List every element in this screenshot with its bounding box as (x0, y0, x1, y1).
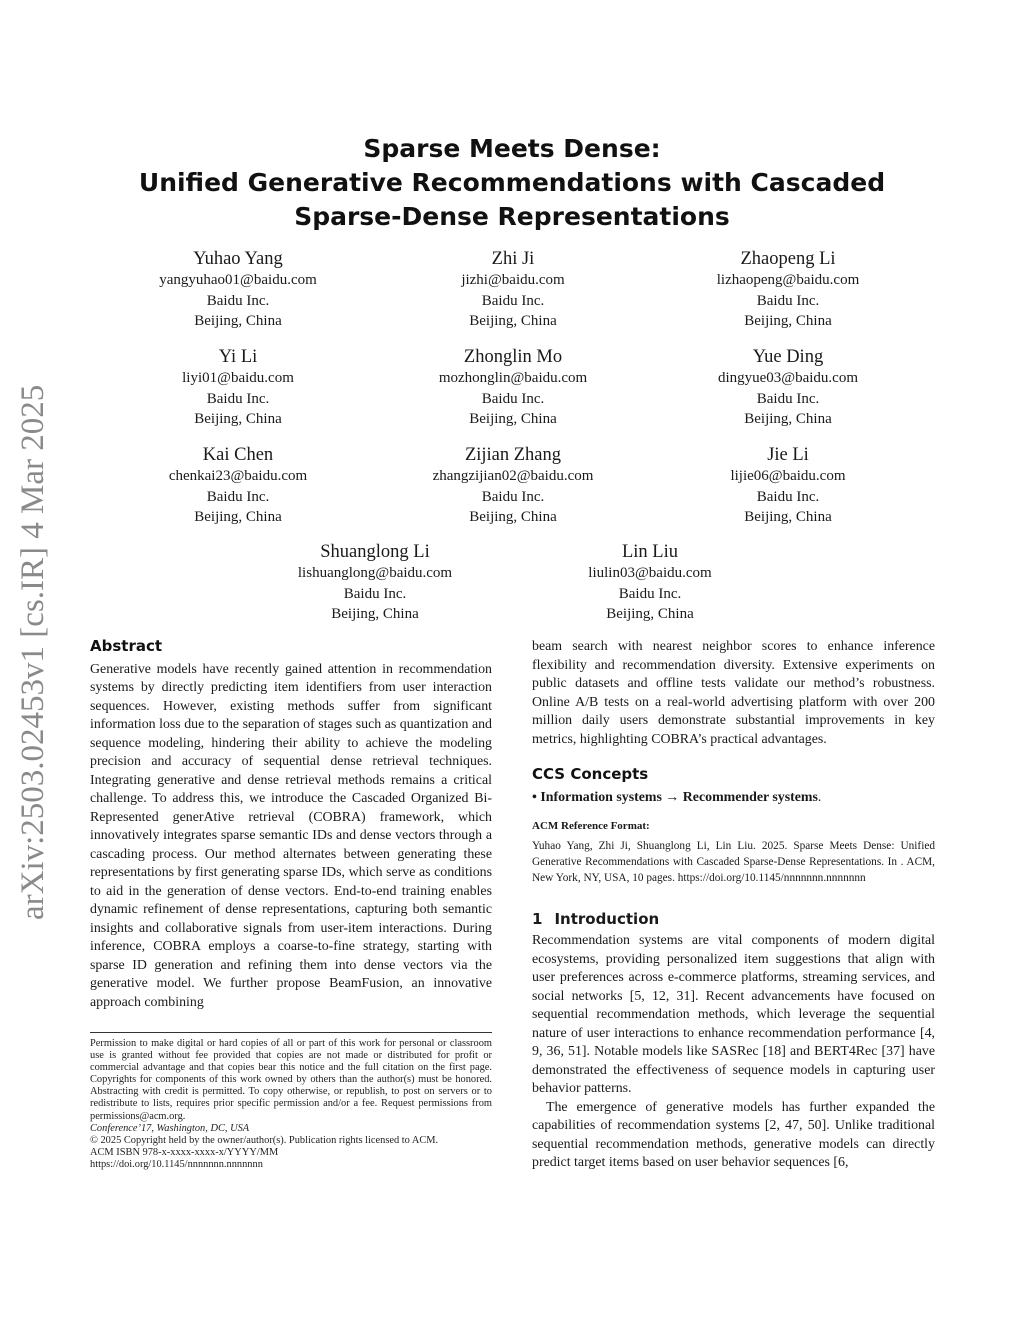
author-block (235, 541, 515, 625)
permission-notice: Permission to make digital or hard copies of all or part of this work for personal or classroom use is granted without fee provided that copies are not made or distributed for profit or commercial advantage and that copies bear this notice and the full citation on the first page. Copyrights for components of this work owned by others than the author(s) must be honored. Abstracting with credit is permitted. To copy otherwise, or republish, to post on servers or to redistribute to lists, requires prior specific permission and/or a fee. Request permissions from permissions@acm.org. (90, 1038, 492, 1122)
author-org: Baidu Inc. (343, 585, 407, 602)
ccs-concepts (532, 789, 935, 808)
isbn: ACM ISBN 978-x-xxxx-xxxx-x/YYYY/MM (90, 1146, 279, 1158)
author-block (373, 346, 653, 430)
abstract-text: Generative models have recently gained attention in recommendation systems by directly predicting item identifiers from user interaction sequences. However, existing methods suffer from significant information loss due to the separation of stages such as quantization and sequence modeling, hindering their ability to achieve the modeling precision and accuracy of sequential dense retrieval techniques. Integrating generative and dense retrieval methods remains a critical challenge. To address this, we introduce the Cascaded Organized Bi-Represented generAtive retrieval (COBRA) framework, which innovatively integrates sparse semantic IDs and dense vectors through a cascading process. Our method alternates between generating these representations by first generating sparse IDs, which serve as conditions to aid in the generation of dense vectors. End-to-end training enables dynamic refinement of dense representations, capturing both semantic insights and collaborative signals from user-item interactions. During inference, COBRA employs a coarse-to-fine strategy, starting with sparse ID generation and refining them into dense vectors via the generative model. We further propose BeamFusion, an innovative approach combining (90, 661, 492, 1010)
author-email[interactable]: chenkai23@baidu.com (168, 468, 308, 484)
section-number: 1 (532, 909, 543, 928)
introduction-heading (532, 910, 935, 929)
title-line-2: Unified Generative Recommendations with Cascaded (138, 168, 886, 197)
author-block (510, 541, 790, 625)
author-location: Beijing, China (194, 411, 282, 427)
arxiv-identifier: arXiv:2503.02453v1 [cs.IR] 4 Mar 2025 (15, 384, 51, 920)
abstract-text-continued: beam search with nearest neighbor scores to enhance inference flexibility and recommendation diversity. Extensive experiments on public datasets and offline tests validate our method’s robustness. Online A/B tests on a real-world advertising platform with over 200 million daily users demonstrate substantial improvements in key metrics, highlighting COBRA’s practical advantages. (532, 639, 935, 747)
author-org: Baidu Inc. (756, 292, 820, 309)
author-block (648, 248, 928, 332)
author-email[interactable]: lishuanglong@baidu.com (297, 565, 453, 581)
author-email[interactable]: dingyue03@baidu.com (717, 370, 859, 386)
author-name: Yi Li (218, 347, 258, 367)
ccs-item-a: Information systems (540, 789, 662, 805)
author-block (98, 444, 378, 528)
author-name: Zijian Zhang (464, 445, 562, 465)
title-line-3: Sparse-Dense Representations (294, 202, 730, 231)
paper-title (100, 132, 924, 234)
author-org: Baidu Inc. (206, 390, 270, 407)
right-column (532, 638, 935, 1173)
author-name: Yuhao Yang (193, 249, 283, 269)
acm-reference-heading: ACM Reference Format: (532, 820, 650, 832)
author-email[interactable]: lizhaopeng@baidu.com (716, 272, 860, 288)
acm-reference-text: Yuhao Yang, Zhi Ji, Shuanglong Li, Lin Liu. 2025. Sparse Meets Dense: Unified Generative Recommendations with Cascaded Sparse-Dense Representations. In . ACM, New York, NY, USA, 10 pages. https://doi.org/10.1145/nnnnnnn.nnnnnnn (532, 839, 935, 884)
author-org: Baidu Inc. (206, 488, 270, 505)
author-location: Beijing, China (469, 313, 557, 329)
author-block (373, 248, 653, 332)
author-name: Shuanglong Li (320, 542, 430, 562)
author-location: Beijing, China (744, 313, 832, 329)
author-org: Baidu Inc. (756, 488, 820, 505)
ccs-heading: CCS Concepts (532, 765, 649, 783)
ccs-period: . (817, 789, 822, 805)
author-location: Beijing, China (194, 509, 282, 525)
doi-link[interactable]: https://doi.org/10.1145/nnnnnnn.nnnnnnn (90, 1158, 263, 1170)
author-location: Beijing, China (194, 313, 282, 329)
author-location: Beijing, China (331, 606, 419, 622)
footnote-divider (90, 1032, 492, 1033)
author-location: Beijing, China (606, 606, 694, 622)
author-email[interactable]: zhangzijian02@baidu.com (432, 468, 594, 484)
intro-paragraph-1: Recommendation systems are vital components of modern digital ecosystems, providing personalized item suggestions that align with user preferences across e-commerce platforms, streaming services, and social networks [5, 12, 31]. Recent advancements have focused on sequential recommendation methods, which leverage the sequential nature of user interactions to enhance recommendation performance [4, 9, 36, 51]. Notable models like SASRec [18] and BERT4Rec [37] have demonstrated the effectiveness of sequence models in capturing user behavior patterns. (532, 933, 935, 1096)
ccs-arrow: → (665, 789, 680, 805)
author-email[interactable]: jizhi@baidu.com (461, 272, 565, 288)
author-email[interactable]: mozhonglin@baidu.com (438, 370, 588, 386)
author-block (373, 444, 653, 528)
author-name: Lin Liu (621, 542, 678, 562)
author-block (648, 444, 928, 528)
author-location: Beijing, China (744, 411, 832, 427)
ccs-item-b: Recommender systems (682, 789, 818, 805)
author-email[interactable]: lijie06@baidu.com (730, 468, 846, 484)
author-org: Baidu Inc. (481, 488, 545, 505)
section-title: Introduction (554, 909, 660, 928)
author-email[interactable]: liulin03@baidu.com (588, 565, 712, 581)
author-block (648, 346, 928, 430)
author-block (98, 248, 378, 332)
author-name: Zhonglin Mo (463, 347, 563, 367)
author-location: Beijing, China (469, 411, 557, 427)
author-name: Jie Li (767, 445, 809, 465)
copyright-notice: © 2025 Copyright held by the owner/author(s). Publication rights licensed to ACM. (90, 1134, 439, 1146)
author-email[interactable]: liyi01@baidu.com (182, 370, 294, 386)
author-org: Baidu Inc. (481, 390, 545, 407)
title-line-1: Sparse Meets Dense: (363, 134, 661, 163)
ccs-bullet: • (532, 789, 537, 805)
author-org: Baidu Inc. (756, 390, 820, 407)
left-column (90, 637, 492, 1012)
abstract-heading: Abstract (90, 637, 163, 655)
author-org: Baidu Inc. (618, 585, 682, 602)
author-block (98, 346, 378, 430)
author-location: Beijing, China (469, 509, 557, 525)
intro-paragraph-2: The emergence of generative models has further expanded the capabilities of recommendation systems [2, 47, 50]. Unlike traditional sequential recommendation methods, generative models can directly predict target items based on user behavior sequences [6, (532, 1099, 935, 1170)
author-name: Kai Chen (202, 445, 274, 465)
author-name: Zhi Ji (491, 249, 535, 269)
author-org: Baidu Inc. (481, 292, 545, 309)
author-name: Yue Ding (752, 347, 824, 367)
footnote (90, 1038, 492, 1171)
author-name: Zhaopeng Li (740, 249, 836, 269)
author-location: Beijing, China (744, 509, 832, 525)
author-email[interactable]: yangyuhao01@baidu.com (159, 272, 317, 288)
conference-info: Conference’17, Washington, DC, USA (90, 1122, 250, 1134)
author-org: Baidu Inc. (206, 292, 270, 309)
